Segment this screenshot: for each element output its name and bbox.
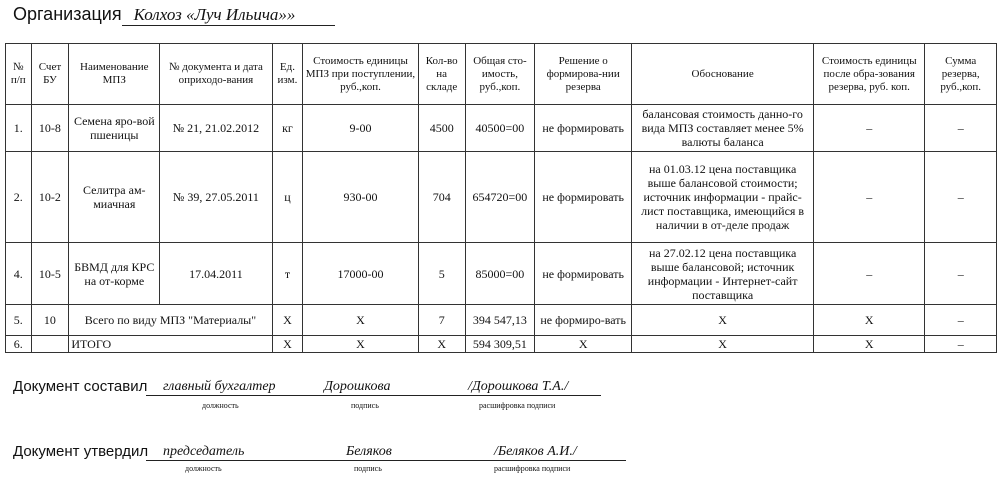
signature-approved [13,443,577,473]
col-header: № п/п [6,44,32,105]
organization-line [13,4,335,26]
col-header: Обоснование [632,44,814,105]
organization-name: Колхоз «Луч Ильича»» [122,5,336,26]
cell-account: 10-5 [31,243,69,305]
caption-position: должность [185,464,222,473]
caption-decoding: расшифровка подписи [494,464,571,473]
cell-price-after: X [814,336,925,353]
cell-document: 17.04.2011 [160,243,272,305]
cell-account [31,336,69,353]
signature-label: Документ составил [13,378,148,395]
cell-num: 2. [6,152,32,243]
cell-total-label: Всего по виду МПЗ "Материалы" [69,305,272,336]
cell-quantity: 704 [418,152,465,243]
signature-compiled [13,378,569,410]
cell-decision: не формиро-вать [535,305,632,336]
cell-reason: на 27.02.12 цена поставщика выше балансовой; источник информации - Интернет-сайт поставщика [632,243,814,305]
cell-unit: X [272,305,303,336]
signature-line [146,395,601,396]
cell-total: 594 309,51 [465,336,534,353]
signature-line [146,460,626,461]
caption-signature: подпись [351,401,379,410]
col-header: Решение о формирова-нии резерва [535,44,632,105]
cell-quantity: 7 [418,305,465,336]
signer-decoding: /Дорошкова Т.А./ [468,379,569,394]
table-row [6,152,997,243]
cell-reserve: – [925,243,997,305]
signer-position: председатель [163,444,245,459]
col-header: Ед. изм. [272,44,303,105]
cell-decision: не формировать [535,243,632,305]
cell-unit: т [272,243,303,305]
caption-decoding: расшифровка подписи [479,401,556,410]
col-header: Стоимость единицы МПЗ при поступлении, руб.,коп. [303,44,418,105]
cell-total: 40500=00 [465,105,534,152]
cell-grand-total-label: ИТОГО [69,336,272,353]
cell-name: Семена яро-вой пшеницы [69,105,160,152]
cell-unit-price: 17000-00 [303,243,418,305]
signer-decoding: /Беляков А.И./ [494,444,577,459]
signer-signature: Дорошкова [324,379,391,394]
table-row [6,105,997,152]
col-header: Счет БУ [31,44,69,105]
col-header: Наименование МПЗ [69,44,160,105]
cell-quantity: 5 [418,243,465,305]
cell-unit-price: X [303,336,418,353]
cell-num: 5. [6,305,32,336]
cell-decision: не формировать [535,105,632,152]
cell-reason: X [632,305,814,336]
cell-num: 4. [6,243,32,305]
cell-unit: ц [272,152,303,243]
cell-price-after: – [814,152,925,243]
cell-price-after: – [814,105,925,152]
cell-quantity: X [418,336,465,353]
cell-name: Селитра ам-миачная [69,152,160,243]
cell-reserve: – [925,152,997,243]
cell-price-after: X [814,305,925,336]
cell-total: 654720=00 [465,152,534,243]
cell-price-after: – [814,243,925,305]
cell-account: 10 [31,305,69,336]
signer-position: главный бухгалтер [163,379,276,394]
cell-total: 394 547,13 [465,305,534,336]
caption-position: должность [202,401,239,410]
cell-document: № 39, 27.05.2011 [160,152,272,243]
table-header-row [6,44,997,105]
cell-unit: X [272,336,303,353]
cell-total: 85000=00 [465,243,534,305]
cell-name: БВМД для КРС на от-корме [69,243,160,305]
signature-label: Документ утвердил [13,443,149,460]
cell-reserve: – [925,336,997,353]
cell-unit-price: 9-00 [303,105,418,152]
cell-unit-price: 930-00 [303,152,418,243]
cell-account: 10-8 [31,105,69,152]
cell-num: 1. [6,105,32,152]
cell-unit: кг [272,105,303,152]
col-header: Сумма резерва, руб.,коп. [925,44,997,105]
cell-quantity: 4500 [418,105,465,152]
signer-signature: Беляков [346,444,392,459]
cell-reason: балансовая стоимость данно-го вида МПЗ составляет менее 5% валюты баланса [632,105,814,152]
col-header: Общая сто-имость, руб.,коп. [465,44,534,105]
cell-num: 6. [6,336,32,353]
cell-reason: X [632,336,814,353]
col-header: № документа и дата оприходо-вания [160,44,272,105]
cell-account: 10-2 [31,152,69,243]
cell-document: № 21, 21.02.2012 [160,105,272,152]
col-header: Стоимость единицы после обра-зования резерва, руб. коп. [814,44,925,105]
table-row [6,243,997,305]
table-row-grand-total [6,336,997,353]
reserve-table [5,43,997,353]
table-row-total-materials [6,305,997,336]
col-header: Кол-во на складе [418,44,465,105]
cell-reserve: – [925,105,997,152]
cell-reason: на 01.03.12 цена поставщика выше балансовой стоимости; источник информации - прайс-лист поставщика, имеющийся в наличии в от-деле продаж [632,152,814,243]
cell-decision: не формировать [535,152,632,243]
cell-reserve: – [925,305,997,336]
caption-signature: подпись [354,464,382,473]
organization-label: Организация [13,4,122,24]
cell-decision: X [535,336,632,353]
cell-unit-price: X [303,305,418,336]
